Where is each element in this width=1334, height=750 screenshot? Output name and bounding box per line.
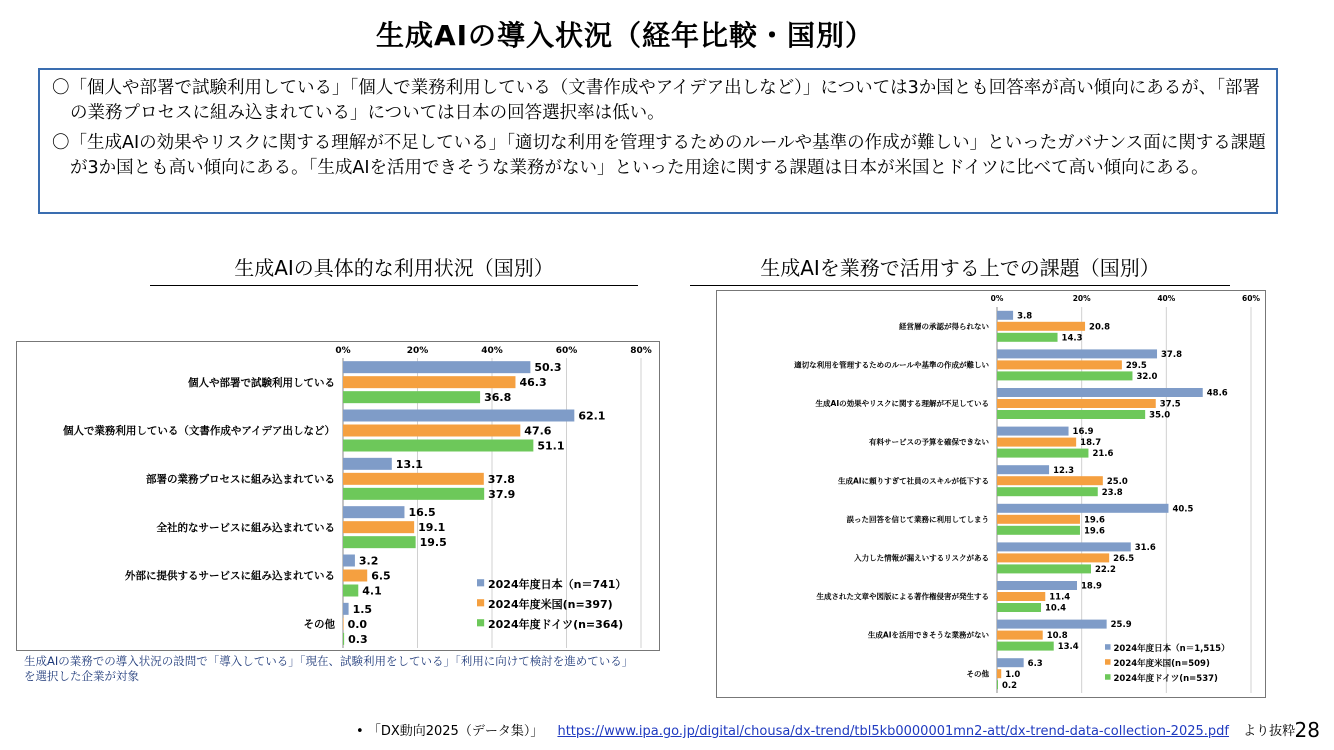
bar — [997, 487, 1098, 496]
bar — [343, 488, 484, 500]
bar — [997, 515, 1080, 524]
data-label: 0.2 — [1002, 680, 1018, 691]
bar — [343, 555, 355, 567]
data-label: 46.3 — [519, 376, 547, 390]
data-label: 0.0 — [347, 617, 368, 631]
data-label: 19.6 — [1083, 515, 1105, 526]
right-section-title: 生成AIを業務で活用する上での課題（国別） — [690, 252, 1230, 286]
data-label: 12.3 — [1053, 465, 1075, 476]
data-label: 19.6 — [1083, 526, 1105, 537]
bar — [343, 425, 520, 437]
page-title: 生成AIの導入状況（経年比較・国別） — [375, 19, 875, 52]
data-label: 22.2 — [1094, 564, 1116, 575]
summary-point-2: 〇「生成AIの効果やリスクに関する理解が不足している」「適切な利用を管理するためのルールや基準の作成が難しい」といったガバナンス面に関する課題が3か国とも高い傾向にある。「生成AIを活用できそうな業務がない」といった用途に関する課題は日本が米国とドイツに比べて高い傾向にある。 — [52, 133, 1266, 178]
data-label: 13.4 — [1057, 642, 1079, 653]
summary-box — [38, 68, 1278, 214]
x-tick-label: 40% — [1157, 294, 1176, 303]
bar — [997, 360, 1122, 369]
data-label: 3.8 — [1017, 311, 1033, 322]
data-label: 26.5 — [1113, 553, 1135, 564]
data-label: 48.6 — [1206, 388, 1228, 399]
page-number: 28 — [1294, 718, 1320, 742]
category-label: 外部に提供するサービスに組み込まれている — [125, 570, 335, 583]
usage-status-chart — [17, 342, 659, 650]
data-label: 37.8 — [1161, 349, 1183, 360]
data-label: 51.1 — [537, 439, 565, 453]
data-label: 19.1 — [418, 521, 446, 535]
left-section-title: 生成AIの具体的な利用状況（国別） — [150, 252, 638, 286]
bar — [343, 410, 574, 422]
legend-swatch — [477, 599, 484, 606]
data-label: 19.5 — [419, 536, 447, 550]
bar — [997, 680, 998, 689]
bar — [343, 570, 367, 582]
bar — [997, 388, 1203, 397]
data-label: 6.3 — [1027, 658, 1043, 669]
data-label: 32.0 — [1136, 371, 1158, 382]
bar — [997, 631, 1043, 640]
bar — [343, 506, 404, 518]
bar — [997, 427, 1069, 436]
legend-label: 2024年度米国(n=397) — [488, 598, 613, 611]
x-tick-label: 0% — [990, 294, 1004, 303]
bar — [343, 521, 414, 533]
x-tick-label: 20% — [406, 346, 429, 356]
category-label: 個人や部署で試験利用している — [188, 376, 335, 389]
data-label: 10.4 — [1045, 603, 1067, 614]
data-label: 0.3 — [348, 632, 368, 646]
data-label: 1.0 — [1005, 669, 1021, 680]
source-bullet: • — [356, 724, 364, 739]
bar — [997, 504, 1168, 513]
data-label: 21.6 — [1092, 449, 1114, 460]
data-label: 35.0 — [1149, 410, 1171, 421]
bar — [997, 333, 1058, 342]
data-label: 11.4 — [1049, 592, 1071, 603]
data-label: 1.5 — [352, 602, 373, 616]
data-label: 4.1 — [362, 584, 382, 598]
left-chart-frame — [16, 341, 660, 651]
source-link[interactable]: https://www.ipa.go.jp/digital/chousa/dx-trend/tbl5kb0000001mn2-att/dx-trend-data-collection-2025.pdf — [557, 724, 1229, 739]
bar — [997, 542, 1131, 551]
bar — [997, 349, 1157, 358]
legend-label: 2024年度日本（n＝1,515） — [1113, 644, 1230, 654]
data-label: 18.7 — [1080, 438, 1102, 449]
x-tick-label: 60% — [555, 346, 578, 356]
bar — [997, 449, 1088, 458]
bar — [343, 458, 392, 470]
data-label: 50.3 — [534, 361, 562, 375]
bar — [343, 391, 480, 403]
bar — [997, 399, 1156, 408]
bar — [997, 581, 1077, 590]
bar — [343, 585, 358, 597]
data-label: 37.5 — [1159, 399, 1181, 410]
legend-swatch — [1105, 644, 1111, 650]
bar — [997, 642, 1054, 651]
bar — [997, 658, 1024, 667]
data-label: 36.8 — [484, 391, 512, 405]
bar — [997, 465, 1049, 474]
data-label: 20.8 — [1089, 322, 1111, 333]
category-label: 生成された文章や図版による著作権侵害が発生する — [816, 592, 989, 602]
category-label: 全社的なサービスに組み込まれている — [156, 521, 335, 534]
data-label: 13.1 — [395, 457, 423, 471]
bar — [997, 322, 1085, 331]
challenges-chart — [717, 291, 1265, 697]
x-tick-label: 0% — [335, 346, 351, 356]
category-label: 経営層の承認が得られない — [899, 321, 989, 331]
x-tick-label: 20% — [1072, 294, 1091, 303]
data-label: 40.5 — [1172, 504, 1194, 515]
x-tick-label: 60% — [1242, 294, 1260, 303]
bar — [997, 476, 1103, 485]
data-label: 29.5 — [1125, 360, 1147, 371]
data-label: 10.8 — [1046, 631, 1068, 642]
data-label: 62.1 — [578, 409, 606, 423]
data-label: 37.9 — [488, 487, 516, 501]
bar — [343, 603, 349, 615]
bar — [997, 592, 1045, 601]
data-label: 3.2 — [358, 554, 379, 568]
summary-point-1: 〇「個人や部署で試験利用している」「個人で業務利用している（文書作成やアイデア出しなど）」については3か国とも回答率が高い傾向にあるが、「部署の業務プロセスに組み込まれている」については日本の回答選択率は低い。 — [52, 78, 1260, 123]
bar — [997, 371, 1132, 380]
bar — [343, 618, 344, 630]
category-label: 入力した情報が漏えいするリスクがある — [854, 553, 989, 563]
bar — [997, 410, 1145, 419]
left-chart-note: 生成AIの業務での導入状況の設問で「導入している」「現在、試験利用をしている」「利用に向けて検討を進めている」を選択した企業が対象 — [24, 654, 634, 683]
category-label: 生成AIを活用できそうな業務がない — [867, 630, 989, 640]
category-label: 生成AIに頼りすぎて社員のスキルが低下する — [837, 476, 989, 486]
category-label: その他 — [303, 618, 335, 631]
bar — [997, 311, 1013, 320]
data-label: 16.5 — [408, 506, 436, 520]
bar — [997, 526, 1080, 535]
legend-label: 2024年度日本（n＝741） — [488, 578, 627, 591]
bar — [343, 440, 533, 452]
legend-swatch — [477, 619, 484, 626]
bar — [997, 603, 1041, 612]
category-label: 個人で業務利用している（文書作成やアイデア出しなど） — [62, 425, 335, 438]
bar — [997, 553, 1109, 562]
data-label: 18.9 — [1081, 581, 1102, 592]
source-line — [356, 720, 1295, 739]
category-label: 誤った回答を信じて業務に利用してしまう — [846, 514, 989, 524]
category-label: 生成AIの効果やリスクに関する理解が不足している — [815, 399, 989, 409]
category-label: 適切な利用を管理するためのルールや基準の作成が難しい — [794, 360, 989, 370]
data-label: 16.9 — [1072, 427, 1094, 438]
data-label: 47.6 — [524, 424, 552, 438]
bar — [343, 376, 515, 388]
data-label: 25.0 — [1106, 476, 1128, 487]
right-chart-frame — [716, 290, 1266, 698]
data-label: 31.6 — [1134, 542, 1156, 553]
bar — [343, 473, 484, 485]
data-label: 37.8 — [487, 472, 515, 486]
source-suffix: より抜粋 — [1243, 724, 1296, 739]
legend-swatch — [477, 579, 484, 586]
data-label: 23.8 — [1101, 487, 1123, 498]
category-label: 部署の業務プロセスに組み込まれている — [146, 473, 335, 486]
bar — [343, 633, 344, 645]
category-label: 有料サービスの予算を確保できない — [869, 437, 989, 447]
bar — [997, 438, 1076, 447]
data-label: 25.9 — [1110, 620, 1132, 631]
bar — [997, 620, 1107, 629]
legend-label: 2024年度ドイツ(n=537) — [1113, 674, 1218, 684]
bar — [997, 564, 1091, 573]
category-label: その他 — [966, 669, 989, 679]
x-tick-label: 80% — [630, 346, 652, 356]
x-tick-label: 40% — [481, 346, 503, 356]
data-label: 6.5 — [371, 569, 391, 583]
legend-swatch — [1105, 659, 1111, 665]
legend-swatch — [1105, 674, 1111, 680]
source-label: 「DX動向2025（データ集）」 — [367, 724, 544, 739]
bar — [343, 536, 416, 548]
legend-label: 2024年度米国(n=509) — [1113, 659, 1210, 669]
legend-label: 2024年度ドイツ(n=364) — [488, 618, 624, 631]
bar — [343, 361, 530, 373]
bar — [997, 669, 1001, 678]
data-label: 14.3 — [1061, 333, 1083, 344]
